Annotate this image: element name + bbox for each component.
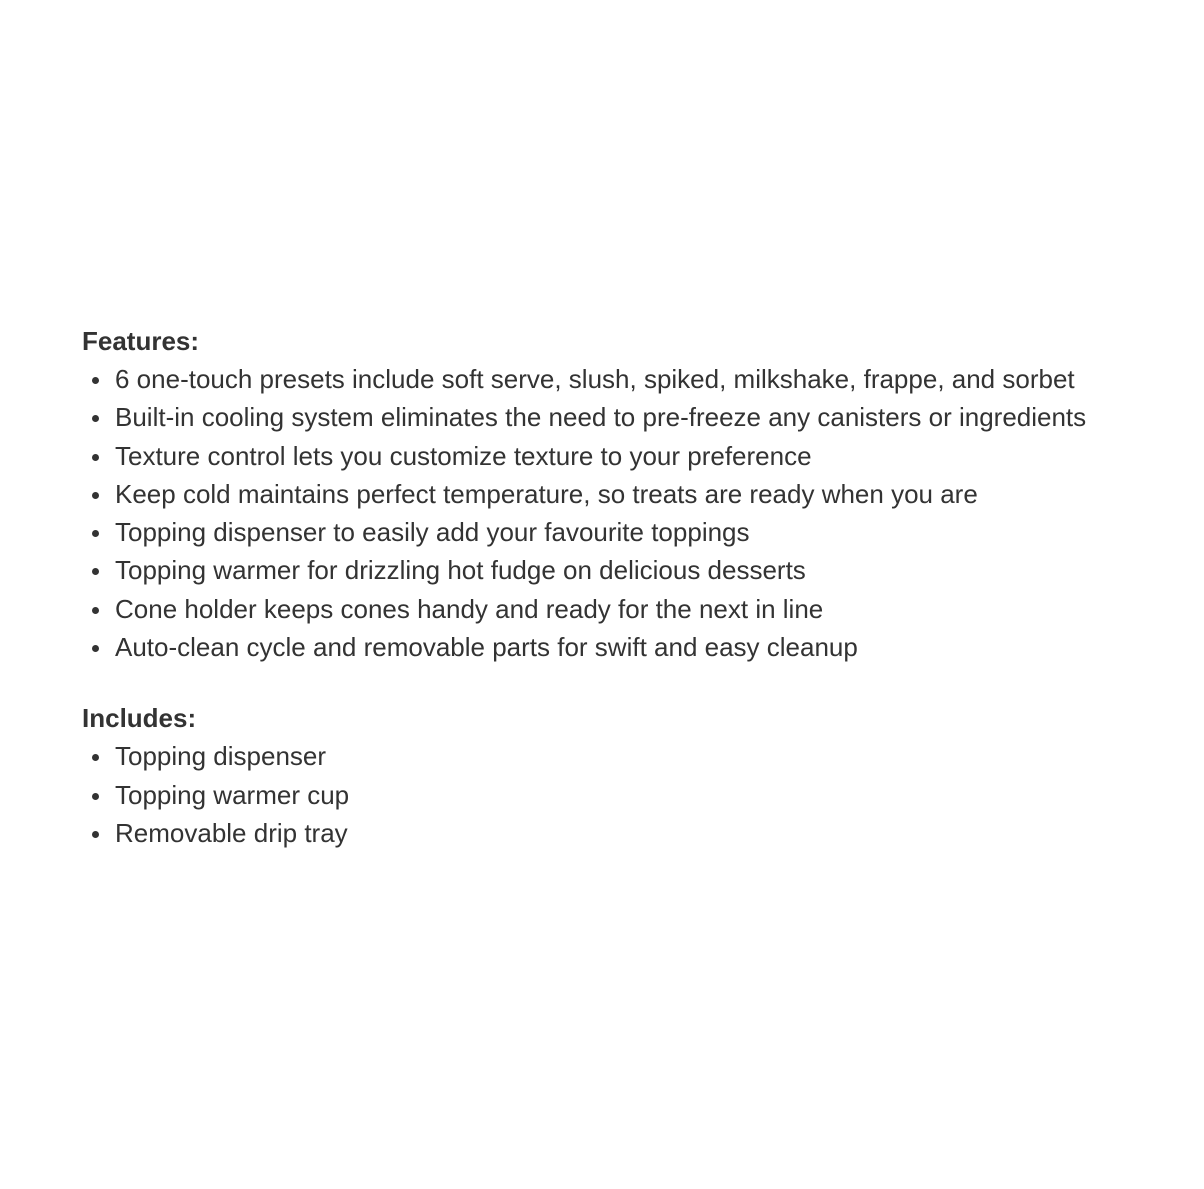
list-item-text: Topping dispenser (115, 741, 327, 772)
features-list (82, 360, 1182, 666)
list-item-text: 6 one-touch presets include soft serve, slush, spiked, milkshake, frappe, and sorbet (115, 364, 1075, 394)
bullet-icon (92, 754, 99, 761)
bullet-icon (92, 831, 99, 838)
bullet-icon (92, 607, 99, 614)
list-item (82, 776, 1182, 814)
includes-heading: Includes: (82, 703, 197, 734)
list-item (82, 437, 1182, 475)
list-item-text: Cone holder keeps cones handy and ready for the next in line (115, 593, 824, 624)
bullet-icon (92, 568, 99, 575)
list-item (82, 513, 1182, 551)
list-item (82, 737, 1182, 775)
list-item (82, 398, 1182, 436)
list-item (82, 814, 1182, 852)
list-item-text: Built-in cooling system eliminates the need to pre-freeze any canisters or ingredients (115, 402, 1087, 433)
list-item (82, 551, 1182, 589)
list-item-text: Auto-clean cycle and removable parts for swift and easy cleanup (115, 632, 858, 663)
list-item-text: Topping warmer for drizzling hot fudge on delicious desserts (115, 555, 806, 586)
list-item (82, 475, 1182, 513)
bullet-icon (92, 377, 99, 384)
section-spacer (82, 666, 1182, 699)
includes-list (82, 737, 1182, 852)
list-item-text: Keep cold maintains perfect temperature, so treats are ready when you are (115, 478, 978, 509)
features-heading: Features: (82, 326, 200, 356)
product-description (82, 322, 1182, 852)
list-item (82, 360, 1182, 398)
list-item (82, 590, 1182, 628)
bullet-icon (92, 454, 99, 461)
bullet-icon (92, 793, 99, 800)
list-item-text: Removable drip tray (115, 817, 348, 848)
bullet-icon (92, 530, 99, 537)
list-item-text: Topping warmer cup (115, 779, 350, 810)
bullet-icon (92, 492, 99, 499)
bullet-icon (92, 415, 99, 422)
bullet-icon (92, 645, 99, 652)
list-item (82, 628, 1182, 666)
list-item-text: Topping dispenser to easily add your favourite toppings (115, 517, 750, 548)
list-item-text: Texture control lets you customize texture to your preference (115, 440, 812, 471)
